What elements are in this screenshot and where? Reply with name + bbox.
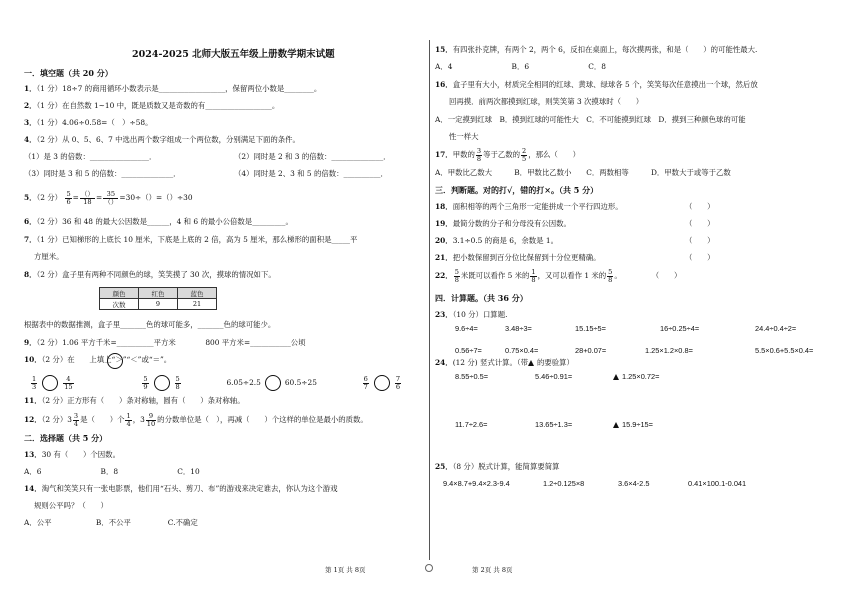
question-4-part-1: （1）是 3 的倍数：________________． bbox=[24, 152, 157, 161]
fraction: $\frac{3}{8}$ bbox=[476, 146, 482, 163]
question-17-options: A．甲数比乙数大 B．甲数比乙数小 C．两数相等 D．甲数大于或等于乙数 bbox=[435, 168, 731, 177]
question-15: 15．有四张扑克牌，有两个 2，两个 6，反扣在桌面上，每次摸两张，和是（ ）的可能性最大. bbox=[435, 45, 758, 54]
question-6: 6．（2 分）36 和 48 的最大公因数是______，4 和 6 的最小公倍数是_________。 bbox=[24, 217, 293, 226]
question-10-items: $\frac{1}{3}$ $\frac{4}{15}$ $\frac{5}{9}$ $\frac{5}{8}$ 6.05÷2.5 60.5÷25 $\frac{6}{7}$ $\frac{7}{6}$ bbox=[32, 374, 401, 391]
question-21: 21．把小数保留到百分位比保留到十分位更精确。 bbox=[435, 253, 601, 262]
question-19: 19．最简分数的分子和分母没有公因数。 bbox=[435, 219, 571, 228]
question-24: 24．(12 分) 竖式计算。（带 的要验算） bbox=[435, 358, 574, 367]
table-header: 蓝色 bbox=[178, 288, 217, 299]
table-cell: 21 bbox=[178, 299, 217, 310]
footer-page-right: 第 2页 共 8页 bbox=[472, 566, 513, 574]
fraction: $\frac{1}{3}$ bbox=[32, 374, 37, 391]
fraction: $\frac{35}{()}$ bbox=[104, 189, 118, 206]
fraction: $\frac{1}{4}$ bbox=[126, 411, 131, 428]
question-25: 25．（8 分）脱式计算，能简算要简算 bbox=[435, 462, 560, 471]
fraction: $\frac{()}{18}$ bbox=[80, 189, 95, 206]
question-23: 23．（10 分）口算题. bbox=[435, 310, 508, 319]
question-4-part-3: （3）同时是 3 和 5 的倍数：______________． bbox=[24, 169, 181, 178]
circle-blank-icon bbox=[42, 375, 58, 391]
question-20: 20．3.1÷0.5 的商是 6，余数是 1。 bbox=[435, 236, 558, 245]
question-14-cont: 规则公平吗？（ ） bbox=[34, 501, 108, 510]
question-7-cont: 方厘米。 bbox=[34, 252, 64, 261]
fraction: $\frac{7}{6}$ bbox=[395, 374, 401, 391]
question-8: 8．（2 分）盒子里有两种不同颜色的球，笑笑摸了 30 次，摸球的情况如下。 bbox=[24, 270, 276, 279]
question-4: 4．（2 分）从 0、5、6、7 中选出两个数字组成一个两位数，分别满足下面的条件。 bbox=[24, 135, 300, 144]
page-divider bbox=[429, 40, 430, 560]
question-10: 10．（2 分）在 上填上“＞”“＜”或“＝”。 bbox=[24, 355, 172, 364]
question-9: 9．（2 分）1.06 平方千米=__________平方米 800 平方米=___________公顷 bbox=[24, 338, 306, 347]
question-13-options: A．6 B．8 C．10 bbox=[24, 467, 200, 476]
question-11: 11．（2 分）正方形有（ ）条对称轴，圆有（ ）条对称轴。 bbox=[24, 396, 245, 405]
section-true-false: 三．判断题。对的打√，错的打×。（共 5 分） bbox=[435, 185, 599, 195]
question-2: 2．（1 分）在自然数 1~10 中，既是质数又是奇数的有__________________。 bbox=[24, 101, 280, 110]
question-3: 3．（1 分）4.06÷0.58=（ ）÷58。 bbox=[24, 118, 153, 127]
question-8-cont: 根据表中的数据推测，盒子里_______色的球可能多，_______色的球可能少。 bbox=[24, 320, 276, 329]
circle-blank-icon bbox=[107, 353, 123, 369]
section-fill-blank: 一．填空题（共 20 分） bbox=[24, 68, 113, 78]
question-22: 22． $\frac{5}{8}$ 米既可以看作 5 米的 $\frac{1}{8}$ ，又可以看作 1 米的 $\frac{5}{8}$ 。 （ ） bbox=[435, 267, 682, 284]
question-13: 13．30 有（ ）个因数。 bbox=[24, 450, 120, 459]
left-page bbox=[20, 0, 420, 560]
fraction: $\frac{5}{8}$ bbox=[608, 267, 613, 284]
fraction: $\frac{5}{8}$ bbox=[175, 374, 180, 391]
section-choice: 二．选择题（共 5 分） bbox=[24, 433, 108, 443]
table-header: 红色 bbox=[139, 288, 178, 299]
question-18: 18．面积相等的两个三角形一定能拼成一个平行四边形。 bbox=[435, 202, 623, 211]
fraction: $\frac{4}{15}$ bbox=[64, 374, 73, 391]
fraction: $\frac{6}{7}$ bbox=[363, 374, 368, 391]
question-16-cont: 回再摸．前两次都摸到红球，则笑笑第 3 次摸球时（ ） bbox=[449, 97, 644, 106]
question-16: 16．盒子里有大小，材质完全相同的红球、黄球、绿球各 5 个，笑笑每次任意摸出一个球，然后放 bbox=[435, 80, 758, 89]
fraction: $\frac{2}{5}$ bbox=[522, 146, 527, 163]
question-5: 5．（2 分） $\frac{5}{6}$ = $\frac{()}{18}$ = $\frac{35}{()}$ =30÷（）=（）÷30 bbox=[24, 189, 193, 206]
triangle-icon bbox=[613, 422, 619, 428]
page-dot-icon bbox=[425, 564, 433, 572]
question-12: 12．（2 分）3 $\frac{3}{4}$ 是（ ）个 $\frac{1}{4}$ ，3 $\frac{9}{10}$ 的分数单位是（ ），再减（ ）个这样的单位是最小的质数。 bbox=[24, 411, 368, 428]
section-calculation: 四．计算题。（共 36 分） bbox=[435, 293, 528, 303]
question-14: 14．淘气和笑笑只有一张电影票，他们用“石头、剪刀、布”的游戏来决定谁去，你认为这个游戏 bbox=[24, 484, 338, 493]
right-page: 15．有四张扑克牌，有两个 2，两个 6，反扣在桌面上，每次摸两张，和是（ ）的可能性最大. A．4 B．6 C．8 16．盒子里有大小，材质完全相同的红球、黄球、绿球各 5 个，笑笑每次任意摸出一个球，然后放 回再摸．前两次都摸到红球，则笑笑第 3 次摸球时（ ） A．一定摸到红球 B．摸到红球的可能性大 C．不可能摸到红球 D．摸到三种颜色球的可能 性一样大 17．甲数的 $\frac{3}{8}$ 等于乙数的 $\frac{2}{5}$ ，那么（ ） A．甲数比乙数大 B．甲数比乙数小 C．两数相等 D．甲数大于或等于乙数 三．判断题。对的打√，错的打×。（共 5 分） 18．面积相等的两个三角形一定能拼成一个平行四边形。 （ ） 19．最简分数的分子和分母没有公因数。 （ ） 20．3.1÷0.5 的商是 6，余数是 1。 （ ） 21．把小数保留到百分位比保留到十分位更精确。 （ ） 22． $\frac{5}{8}$ 米既可以看作 5 米的 $\frac{1}{8}$ ，又可以看作 1 米的 $\frac{5}{8}$ 。 （ ） 四．计算题。（共 36 分） 23．（10 分）口算题. 9.6÷4= 3.48÷3= 15.15÷5= 16÷0.25÷4= 24.4÷0.4÷2= 0.56÷7= 0.75×0.4= 28+0.07= 1.25×1.2×0.8= 5.5×0.6+5.5×0.4= 24．(12 分) 竖式计算。（带 的要验算） 8.55÷0.5= 5.46÷0.91= 1.25×0.72= 11.7÷2.6= 13.65÷1.3= 15.9÷15= 25．（8 分）脱式计算，能简算要简算 9.4×8.7+9.4×2.3-9.4 1.2÷0.125×8 3.6×4-2.5 0.41×100.1-0.041 bbox=[435, 45, 814, 488]
ball-count-table bbox=[99, 287, 217, 310]
footer-page-left: 第 1页 共 8页 bbox=[325, 566, 366, 574]
circle-blank-icon bbox=[265, 375, 281, 391]
triangle-icon bbox=[613, 374, 619, 380]
question-7: 7．（1 分）已知梯形的上底长 10 厘米，下底是上底的 2 倍，高为 5 厘米，那么梯形的面积是_____平 bbox=[24, 235, 358, 244]
answer-paren: （ ） bbox=[685, 253, 715, 262]
question-4-part-2: （2）同时是 2 和 3 的倍数：______________． bbox=[234, 152, 391, 161]
question-1: 1．（1 分）18÷7 的商用循环小数表示是__________________，保留两位小数是________。 bbox=[24, 84, 322, 93]
fraction: $\frac{5}{6}$ bbox=[66, 189, 71, 206]
answer-paren: （ ） bbox=[685, 236, 715, 245]
question-15-options: A．4 B．6 C．8 bbox=[435, 62, 606, 71]
fraction: $\frac{1}{8}$ bbox=[531, 267, 536, 284]
circle-blank-icon bbox=[374, 375, 390, 391]
exam-title: 2024-2025 北师大版五年级上册数学期末试题 bbox=[132, 49, 335, 60]
fraction: $\frac{9}{10}$ bbox=[146, 411, 156, 428]
triangle-icon bbox=[528, 360, 534, 366]
circle-blank-icon bbox=[154, 375, 170, 391]
answer-paren: （ ） bbox=[685, 219, 715, 228]
question-17: 17．甲数的 $\frac{3}{8}$ 等于乙数的 $\frac{2}{5}$ ，那么（ ） bbox=[435, 146, 580, 163]
fraction: $\frac{5}{8}$ bbox=[454, 267, 459, 284]
question-16-options: A．一定摸到红球 B．摸到红球的可能性大 C．不可能摸到红球 D．摸到三种颜色球的可能 bbox=[435, 115, 746, 124]
question-16-options-cont: 性一样大 bbox=[449, 132, 479, 141]
table-cell: 9 bbox=[139, 299, 178, 310]
table-header: 颜色 bbox=[100, 288, 139, 299]
answer-paren: （ ） bbox=[685, 202, 715, 211]
table-cell: 次数 bbox=[100, 299, 139, 310]
fraction: $\frac{3}{4}$ bbox=[73, 411, 79, 428]
question-14-options: A．公平 B．不公平 C.不确定 bbox=[24, 518, 198, 527]
fraction: $\frac{5}{9}$ bbox=[143, 374, 148, 391]
question-4-part-4: （4）同时是 2、3 和 5 的倍数：__________． bbox=[234, 169, 388, 178]
